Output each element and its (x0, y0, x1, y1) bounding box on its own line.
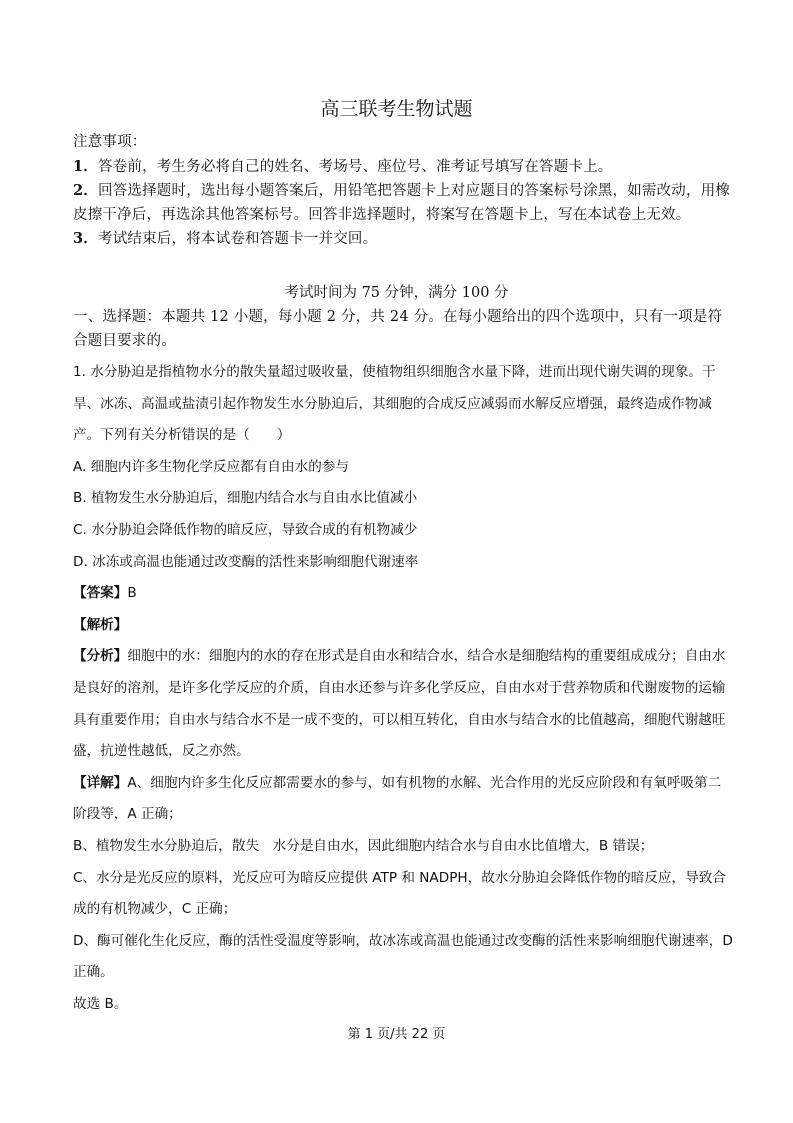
notes-section (73, 131, 733, 252)
note-number: 1． (73, 157, 98, 175)
analysis-label: 【解析】 (73, 616, 128, 633)
answer-label: 【答案】 (73, 585, 128, 602)
exam-info: 考试时间为 75 分钟，满分 100 分 (284, 285, 509, 301)
detail-a (73, 768, 733, 831)
answer-value: B (127, 585, 137, 602)
notes-heading: 注意事项： (73, 134, 147, 150)
page-footer: 第 1 页/共 22 页 (347, 1027, 446, 1042)
page-title: 高三联考生物试题 (320, 98, 473, 120)
section-heading-text: 一、选择题：本题共 12 小题，每小题 2 分，共 24 分。在每小题给出的四个选项中，只有一项是符合题目要求的。 (73, 309, 723, 349)
option-a: A. 细胞内许多生物化学反应都有自由水的参与 (73, 458, 349, 475)
fenxi-text: 细胞中的水：细胞内的水的存在形式是自由水和结合水，结合水是细胞结构的重要组成成分；自由水是良好的溶剂，是许多化学反应的介质，自由水还参与许多化学反应，自由水对于营养物质和代谢废物的运输具有重要作用；自由水与结合水不是一成不变的，可以相互转化，自由水与结合水的比值越高，细胞代谢越旺盛，抗逆性越低，反之亦然。 (73, 648, 726, 760)
note-item (73, 227, 733, 252)
question-1 (73, 357, 733, 1020)
note-number: 2． (73, 182, 98, 199)
conclusion: 故选 B。 (73, 995, 128, 1012)
note-item (73, 155, 733, 180)
note-text: 回答选择题时，选出每小题答案后，用铅笔把答题卡上对应题目的答案标号涂黑，如需改动，用橡皮擦干净后，再选涂其他答案标号。回答非选择题时，将案写在答题卡上，写在本试卷上无效。 (73, 183, 731, 223)
detail-b: B、植物发生水分胁迫后，散失 水分是自由水，因此细胞内结合水与自由水比值增大，B 错误； (73, 837, 654, 854)
xiangjie-label: 【详解】 (73, 774, 128, 791)
option-d: D. 冰冻或高温也能通过改变酶的活性来影响细胞代谢速率 (73, 553, 419, 570)
note-text: 答卷前，考生务必将自己的姓名、考场号、座位号、准考证号填写在答题卡上。 (98, 158, 613, 175)
section-heading (73, 306, 733, 353)
fenxi-label: 【分析】 (73, 648, 128, 665)
note-number: 3． (73, 230, 98, 247)
question-stem: 1. 水分胁迫是指植物水分的散失量超过吸收量，使植物组织细胞含水量下降，进而出现代谢失调的现象。干旱、冰冻、高温或盐渍引起作物发生水分胁迫后，其细胞的合成反应减弱而水解反应增强，最终造成作物减产。下列有关分析错误的是（ ） (73, 364, 716, 444)
option-b: B. 植物发生水分胁迫后，细胞内结合水与自由水比值减小 (73, 490, 418, 507)
option-c: C. 水分胁迫会降低作物的暗反应，导致合成的有机物减少 (73, 521, 418, 538)
answer-line (73, 578, 733, 610)
detail-d: D、酶可催化生化反应，酶的活性受温度等影响，故冰冻或高温也能通过改变酶的活性来影响细胞代谢速率，D 正确。 (73, 932, 733, 981)
note-item (73, 179, 733, 227)
note-text: 考试结束后，将本试卷和答题卡一并交回。 (98, 231, 378, 247)
fenxi-paragraph (73, 641, 733, 767)
detail-a-text: A、细胞内许多生化反应都需要水的参与，如有机物的水解、光合作用的光反应阶段和有氧呼吸第二阶段等，A 正确； (73, 774, 722, 823)
detail-c: C、水分是光反应的原料，光反应可为暗反应提供 ATP 和 NADPH，故水分胁迫会降低作物的暗反应，导致合成的有机物减少，C 正确； (73, 869, 726, 918)
